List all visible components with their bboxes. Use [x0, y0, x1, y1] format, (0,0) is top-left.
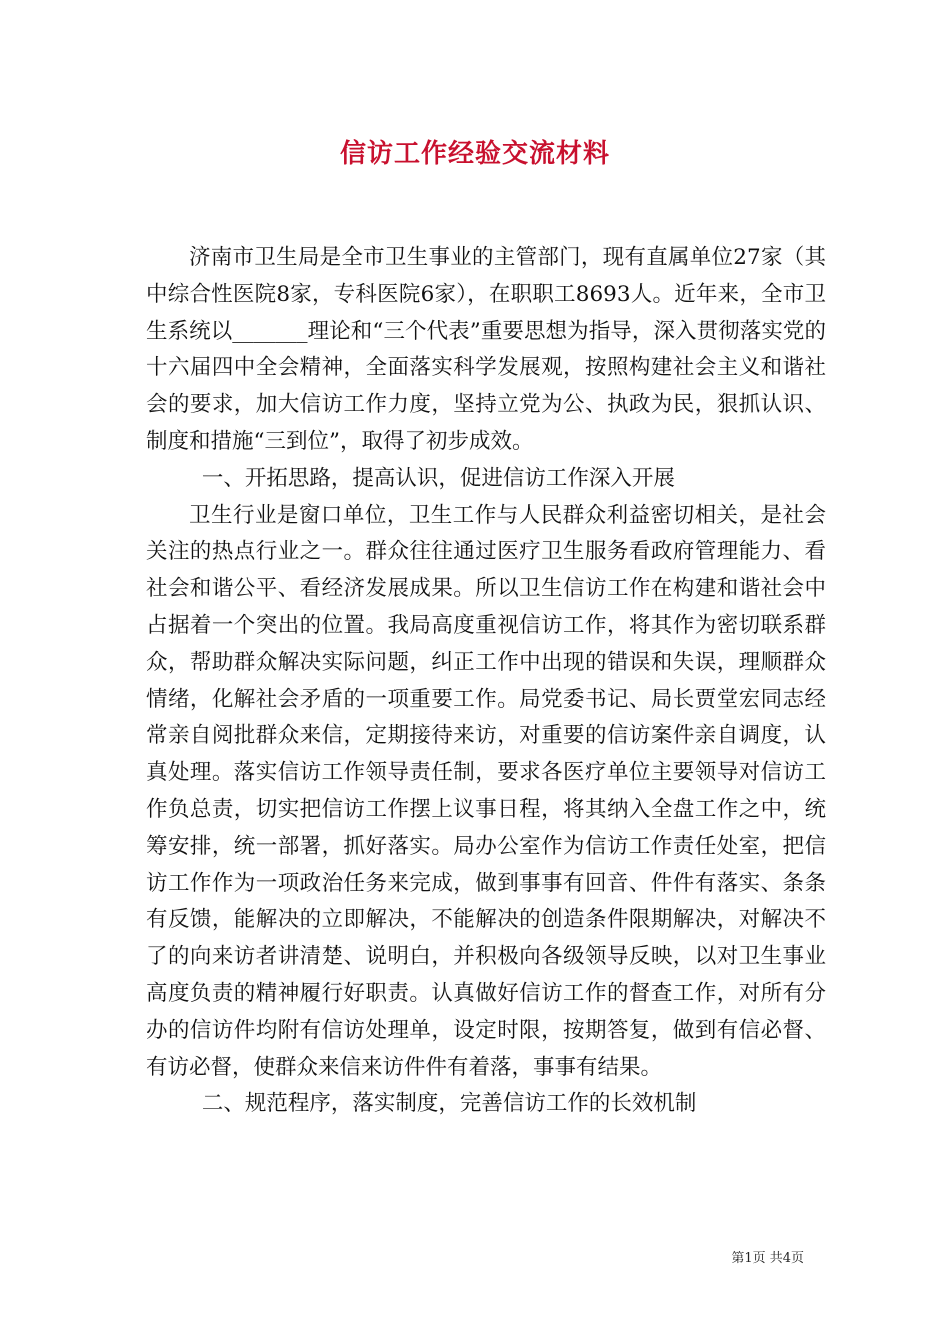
section-1-paragraph: 卫生行业是窗口单位，卫生工作与人民群众利益密切相关，是社会关注的热点行业之一。群众往往通过医疗卫生服务看政府管理能力、看社会和谐公平、看经济发展成果。所以卫生信访工作在构建和谐社会中占据着一个突出的位置。我局高度重视信访工作，将其作为密切联系群众，帮助群众解决实际问题，纠正工作中出现的错误和失误，理顺群众情绪，化解社会矛盾的一项重要工作。局党委书记、局长贾堂宏同志经常亲自阅批群众来信，定期接待来访，对重要的信访案件亲自调度，认真处理。落实信访工作领导责任制，要求各医疗单位主要领导对信访工作负总责，切实把信访工作摆上议事日程，将其纳入全盘工作之中，统筹安排，统一部署，抓好落实。局办公室作为信访工作责任处室，把信访工作作为一项政治任务来完成，做到事事有回音、件件有落实、条条有反馈，能解决的立即解决，不能解决的创造条件限期解决，对解决不了的向来访者讲清楚、说明白，并积极向各级领导反映，以对卫生事业高度负责的精神履行好职责。认真做好信访工作的督查工作，对所有分办的信访件均附有信访处理单，设定时限，按期答复，做到有信必督、有访必督，使群众来信来访件件有着落，事事有结果。: [146, 502, 826, 1080]
document-body: [146, 240, 826, 1123]
page-number: 第1页 共4页: [731, 1251, 804, 1266]
section-heading-1: 一、开拓思路，提高认识，促进信访工作深入开展: [201, 465, 675, 491]
section-heading-2: 二、规范程序，落实制度，完善信访工作的长效机制: [201, 1091, 697, 1117]
document-title: 信访工作经验交流材料: [339, 139, 610, 169]
intro-paragraph: 济南市卫生局是全市卫生事业的主管部门，现有直属单位27家（其中综合性医院8家，专科医院6家），在职职工8693人。近年来，全市卫生系统以_______理论和“三个代表”重要思想为指导，深入贯彻落实党的十六届四中全会精神，全面落实科学发展观，按照构建社会主义和谐社会的要求，加大信访工作力度，坚持立党为公、执政为民，狠抓认识、制度和措施“三到位”，取得了初步成效。: [146, 245, 826, 454]
